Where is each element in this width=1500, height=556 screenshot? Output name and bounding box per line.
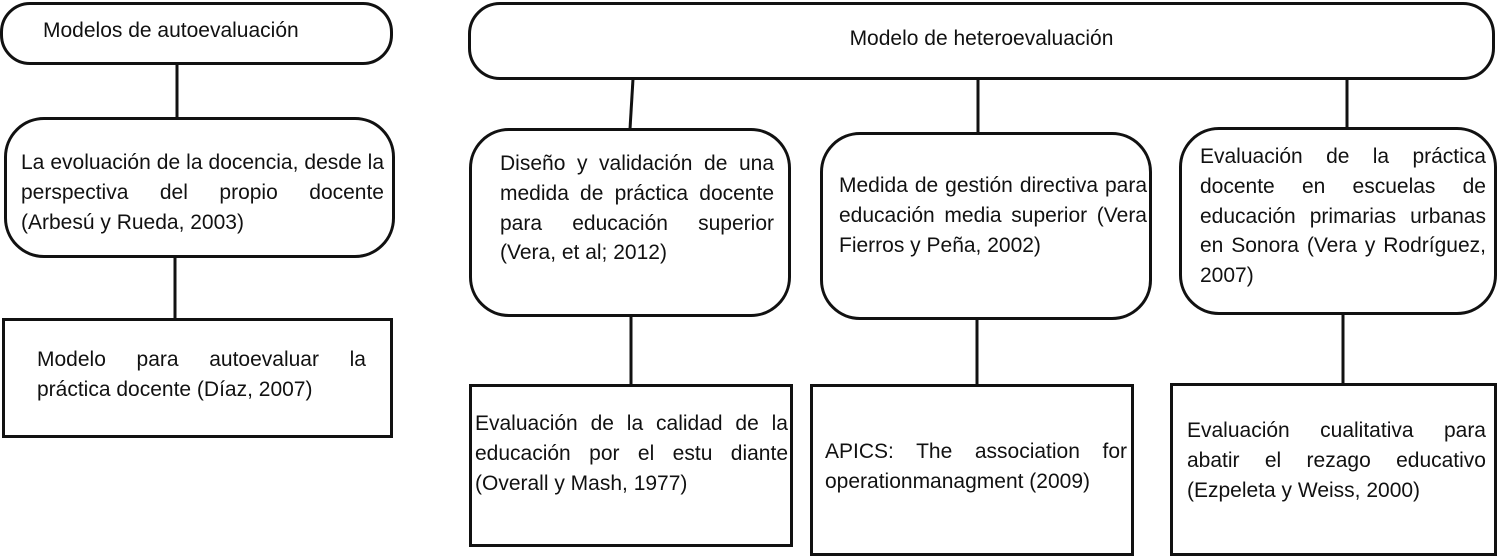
- heteroevaluation-item-node-2: [820, 132, 1152, 320]
- autoevaluation-header-node: [0, 2, 393, 65]
- heteroevaluation-sub-node-2: [810, 384, 1134, 556]
- heteroevaluation-sub-text-1: Evaluación de la calidad de la educación por el estu diante (Overall y Mash, 1977): [475, 412, 788, 495]
- heteroevaluation-item-node-3: [1179, 127, 1497, 315]
- autoevaluation-item-text: La evoluación de la docencia, desde la perspectiva del propio docente (Arbesú y Rueda, 2003): [21, 151, 384, 234]
- autoevaluation-sub-node: [2, 318, 393, 438]
- heteroevaluation-sub-node-1: [469, 384, 793, 547]
- heteroevaluation-sub-text-2: APICS: The association for operationmanagment (2009): [825, 440, 1127, 493]
- heteroevaluation-item-text-2: Medida de gestión directiva para educación media superior (Vera Fierros y Peña, 2002): [839, 174, 1147, 257]
- autoevaluation-item-node: [4, 117, 395, 258]
- autoevaluation-sub-text: Modelo para autoevaluar la práctica docente (Díaz, 2007): [37, 348, 366, 401]
- heteroevaluation-item-text-1: Diseño y validación de una medida de práctica docente para educación superior (Vera, et al; 2012): [500, 152, 774, 265]
- connector-right-header-col1: [630, 79, 633, 129]
- heteroevaluation-item-text-3: Evaluación de la práctica docente en escuelas de educación primarias urbanas en Sonora (Vera y Rodríguez, 2007): [1200, 145, 1486, 288]
- heteroevaluation-sub-node-3: [1170, 383, 1497, 556]
- heteroevaluation-sub-text-3: Evaluación cualitativa para abatir el rezago educativo (Ezpeleta y Weiss, 2000): [1187, 419, 1486, 502]
- heteroevaluation-header-node: [468, 2, 1495, 80]
- heteroevaluation-header-label: Modelo de heteroevaluación: [849, 27, 1114, 51]
- heteroevaluation-item-node-1: [469, 128, 791, 317]
- autoevaluation-header-label: Modelos de autoevaluación: [43, 18, 299, 42]
